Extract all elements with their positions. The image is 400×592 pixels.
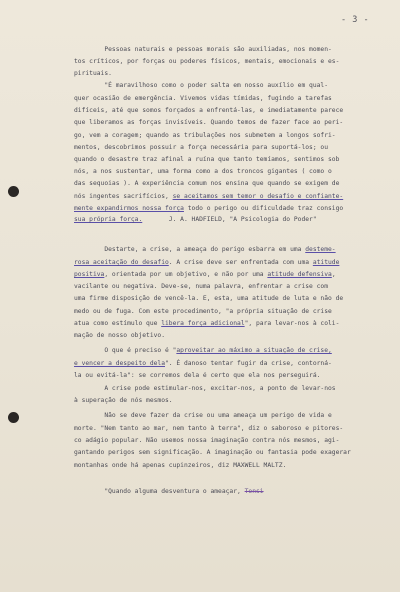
- text-span: ", para levar-nos à coli-: [244, 320, 340, 327]
- text-span: . A crise deve ser enfrentada com uma: [168, 259, 313, 266]
- text-line: [74, 259, 339, 267]
- text-line: [74, 205, 343, 213]
- text-line: tos críticos, por forças ou poderes físicos, mentais, emocionais e es-: [74, 58, 340, 65]
- text-line: [74, 271, 336, 279]
- underlined-phrase: sua própria força.: [74, 216, 143, 223]
- text-line: medo ou de fuga. Com este procedimento, "a própria situação de crise: [74, 308, 332, 315]
- text-span: Destarte, a crise, a ameaça do perigo esbarra em uma: [74, 246, 306, 253]
- text-line: [74, 246, 336, 254]
- text-span: ". É danoso tentar fugir da crise, contorná-: [165, 360, 332, 367]
- underlined-phrase: se aceitamos sem temor o desafio e confiante-: [172, 193, 344, 200]
- page-number: - 3 -: [341, 15, 370, 25]
- text-span: "Quando alguma desventura o ameaçar,: [74, 488, 245, 495]
- text-line: quando o desastre traz afinal a ruína que tanto temíamos, sentimos sob: [74, 156, 340, 163]
- text-span: todo o perigo ou dificuldade traz consigo: [183, 205, 344, 212]
- text-line: A crise pode estimular-nos, excitar-nos, a ponto de levar-nos: [74, 385, 336, 392]
- text-line: [74, 347, 332, 355]
- text-line: morte. "Nem tanto ao mar, nem tanto à terra", diz o saboroso e pitores-: [74, 425, 344, 432]
- text-line: [74, 360, 332, 368]
- text-line: gantando perigos sem significação. A imaginação ou fantasia pode exagerar: [74, 449, 351, 456]
- text-line: vacilante ou negativa. Deve-se, numa palavra, enfrentar a crise com: [74, 283, 329, 290]
- text-line: uma firme disposição de vencê-la. E, esta, uma atitude de luta e não de: [74, 295, 344, 302]
- underlined-phrase: e vencer a despeito dela: [74, 360, 165, 367]
- text-line: à superação de nós mesmos.: [74, 397, 173, 404]
- text-line: [74, 488, 264, 496]
- text-line: go, vem a coragem; quando as tribulações nos submetem a longos sofri-: [74, 132, 336, 139]
- text-line: nós, a nos sustentar, uma forma como a dos troncos gigantes ( como o: [74, 168, 332, 175]
- underlined-phrase: atitude: [312, 259, 340, 266]
- text-line: quer ocasião de emergência. Vivemos vidas tímidas, fugindo a tarefas: [74, 95, 332, 102]
- underlined-phrase: positiva: [74, 271, 105, 278]
- text-line: mentos, descobrimos possuir a força necessária para suportá-los; ou: [74, 144, 329, 151]
- text-span: J. A. HADFIELD, "A Psicologia do Poder": [142, 216, 317, 223]
- text-line: [74, 216, 317, 224]
- text-line: montanhas onde há apenas cupinzeiros, diz MAXWELL MALTZ.: [74, 462, 287, 469]
- underlined-phrase: desteme-: [305, 246, 336, 253]
- text-line: [74, 193, 343, 201]
- text-line: co adágio popular. Não usemos nossa imaginação contra nós mesmos, agi-: [74, 437, 340, 444]
- text-span: atua como estímulo que: [74, 320, 162, 327]
- text-span: , orientada por um objetivo, e não por uma: [104, 271, 268, 278]
- text-line: que liberamos as forças invisíveis. Quando temos de fazer face ao peri-: [74, 119, 344, 126]
- underlined-phrase: rosa aceitação do desafio: [74, 259, 169, 266]
- text-line: [74, 320, 339, 328]
- struck-word: Tonsi: [244, 488, 264, 495]
- underlined-phrase: aproveitar ao máximo a situação de crise,: [176, 347, 332, 354]
- underlined-phrase: atitude defensiva: [267, 271, 332, 278]
- text-line: pirituais.: [74, 70, 112, 77]
- punch-hole: [8, 412, 19, 423]
- text-line: Pessoas naturais e pessoas morais são auxiliadas, nos momen-: [74, 46, 332, 53]
- underlined-phrase: libera força adicional: [161, 320, 245, 327]
- text-line: das sequoias ). A experiência comum nos ensina que quando se exigem de: [74, 180, 340, 187]
- text-line: difíceis, até que somos forçados a enfrentá-las, e imediatamente parece: [74, 107, 344, 114]
- text-line: "É maravilhoso como o poder salta em nosso auxílio em qual-: [74, 82, 329, 89]
- text-line: Não se deve fazer da crise ou uma ameaça um perigo de vida e: [74, 412, 332, 419]
- underlined-phrase: mente expandirmos nossa força: [74, 205, 184, 212]
- text-span: ,: [331, 271, 336, 278]
- punch-hole: [8, 186, 19, 197]
- text-line: mação de nosso objetivo.: [74, 332, 165, 339]
- text-span: nós ingentes sacrifícios,: [74, 193, 173, 200]
- text-line: la ou evitá-la": se corremos dela é certo que ela nos perseguirá.: [74, 372, 321, 379]
- text-span: O que é preciso é ": [74, 347, 177, 354]
